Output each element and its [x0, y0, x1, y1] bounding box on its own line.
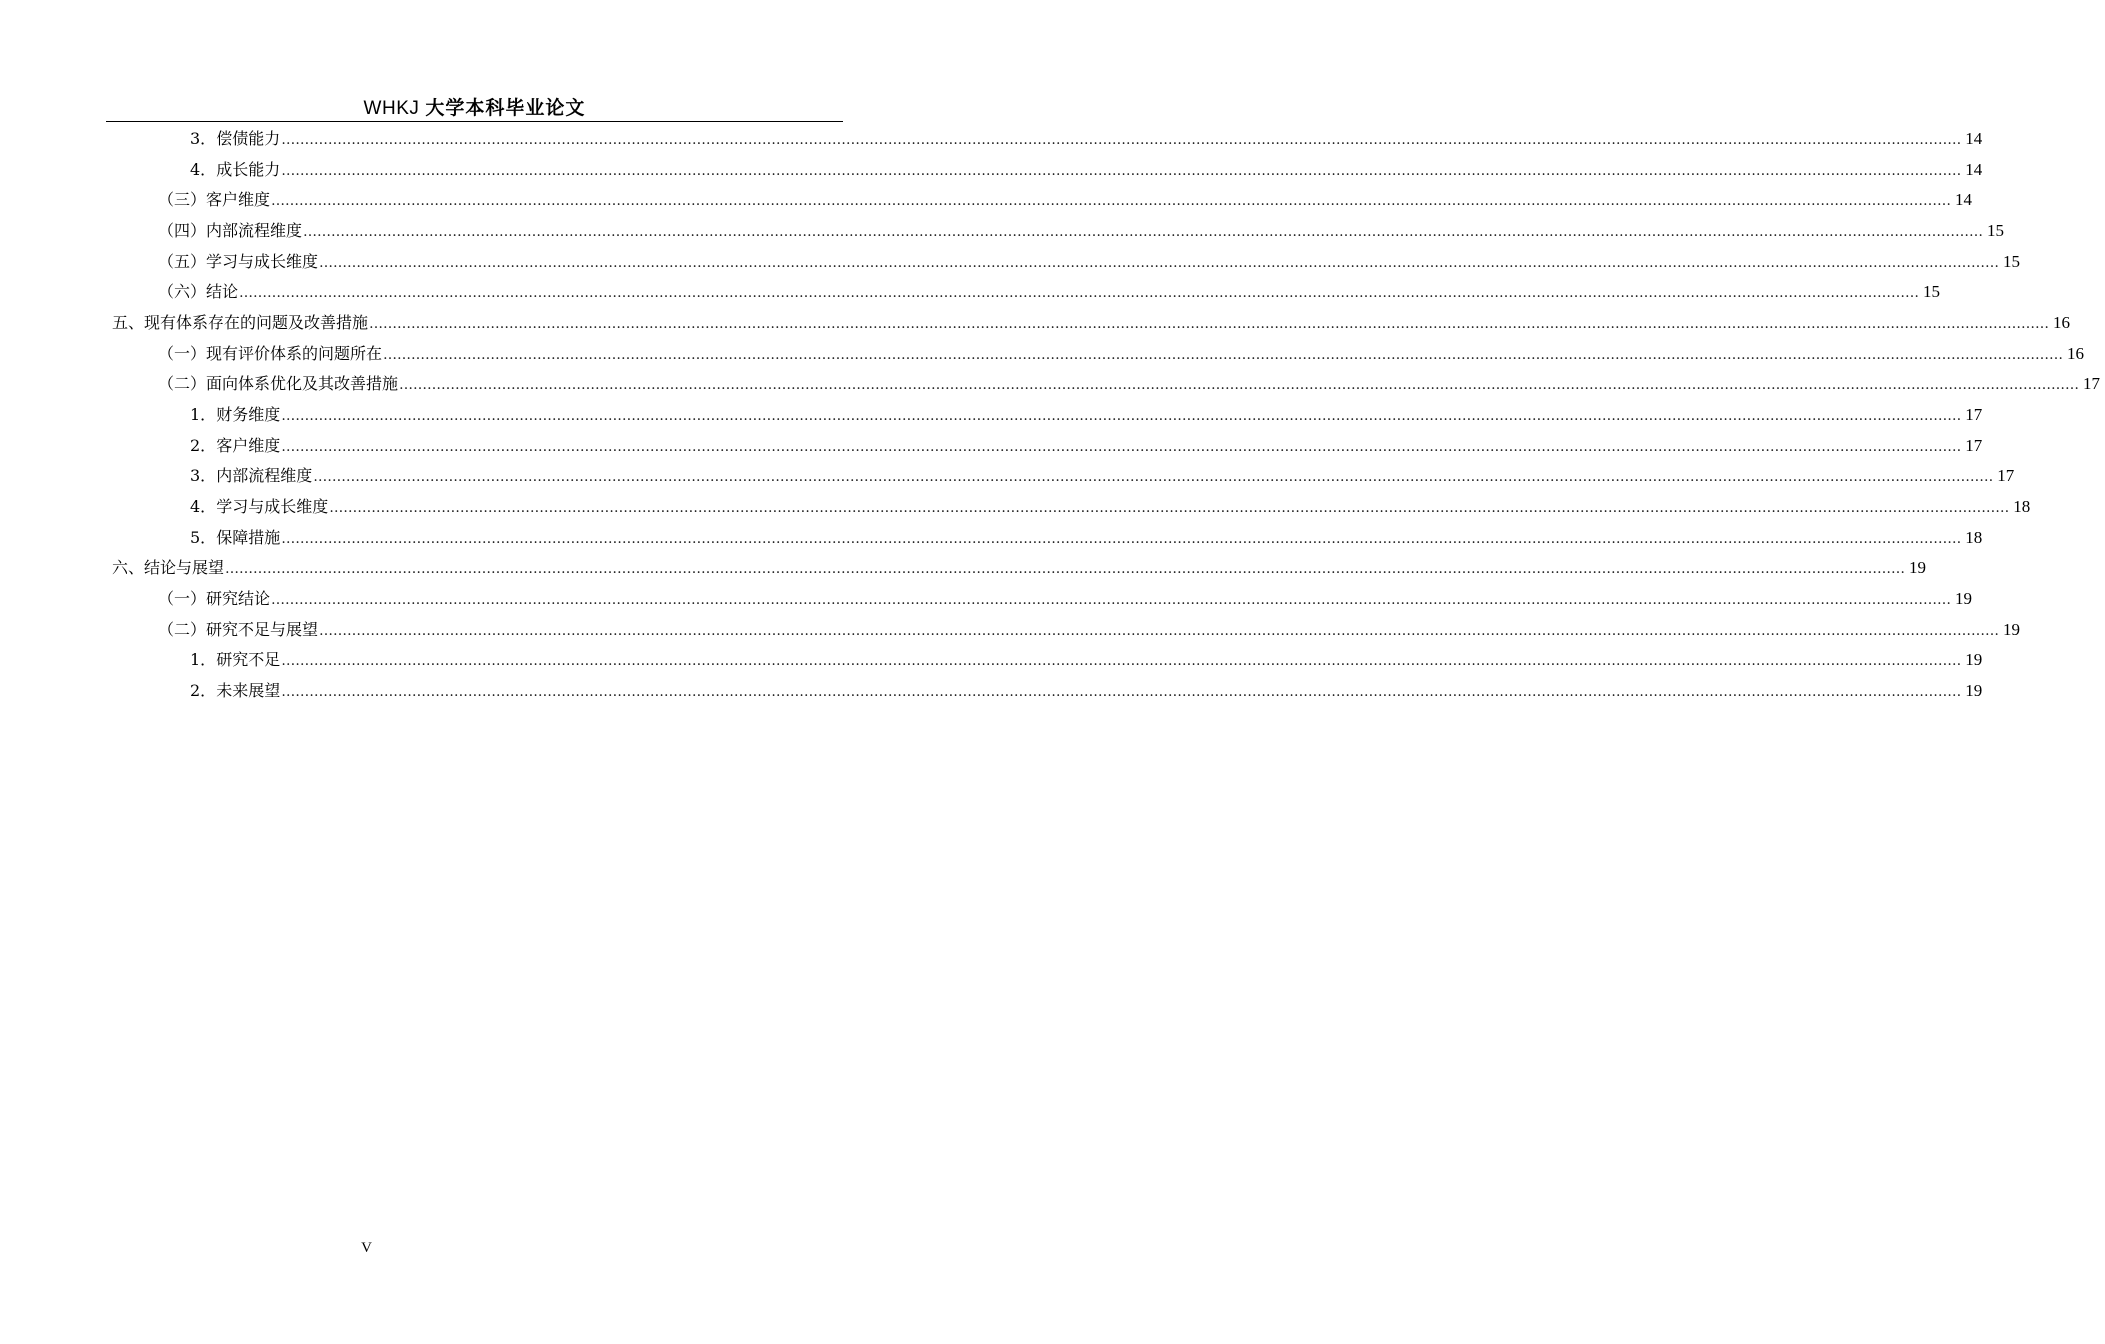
toc-dot-leader: ……………………………………………………………………………………………………………………………………………………………………………………………………………………………………………………………………………………………………………………………… — [271, 591, 1952, 608]
toc-entry-number: （五） — [158, 251, 207, 271]
toc-dot-leader: ……………………………………………………………………………………………………………………………………………………………………………………………………………………………………………………………………………………………………………………………… — [225, 561, 1906, 578]
toc-entry-number: 五、 — [112, 312, 145, 332]
toc-entry[interactable] — [106, 185, 1973, 216]
toc-entry-page: 14 — [1965, 129, 1983, 148]
toc-entry-page: 14 — [1965, 159, 1983, 179]
toc-dot-leader: ……………………………………………………………………………………………………………………………………………………………………………………………………………………………………………………………………………………………………………………………… — [281, 438, 1962, 455]
toc-entry[interactable] — [106, 308, 2071, 339]
toc-entry-number: （二） — [158, 619, 207, 639]
toc-dot-leader: ……………………………………………………………………………………………………………………………………………………………………………………………………………………………………………………………………………………………………………………………… — [281, 132, 1962, 148]
page-number: V — [361, 1240, 372, 1256]
toc-entry-title: 财务维度 — [216, 404, 281, 424]
toc-entry-title: 现有体系存在的问题及改善措施 — [144, 312, 369, 332]
toc-dot-leader: ……………………………………………………………………………………………………………………………………………………………………………………………………………………………………………………………………………………………………………………………… — [313, 469, 1994, 486]
toc-entry[interactable] — [106, 339, 2085, 370]
toc-dot-leader: ……………………………………………………………………………………………………………………………………………………………………………………………………………………………………………………………………………………………………………………………… — [369, 315, 2050, 332]
toc-entry-page: 18 — [1965, 527, 1983, 547]
toc-entry-number: 4． — [190, 159, 217, 179]
toc-entry-title: 客户维度 — [216, 435, 281, 455]
table-of-contents — [106, 124, 2101, 706]
toc-entry-number: 2． — [190, 680, 217, 700]
toc-entry-page: 19 — [2003, 619, 2021, 639]
toc-entry-number: 4． — [190, 496, 217, 516]
toc-entry-number: （二） — [158, 374, 207, 394]
toc-entry[interactable] — [106, 155, 1983, 186]
toc-entry[interactable] — [106, 553, 1927, 584]
toc-dot-leader: ……………………………………………………………………………………………………………………………………………………………………………………………………………………………………………………………………………………………………………………………… — [281, 653, 1962, 670]
toc-entry-number: （一） — [158, 588, 207, 608]
toc-entry-number: 2． — [190, 435, 217, 455]
toc-entry[interactable] — [106, 492, 2031, 523]
toc-entry-page: 15 — [1923, 282, 1941, 302]
toc-entry-page: 19 — [1909, 558, 1927, 578]
toc-entry-title: 研究不足 — [216, 650, 281, 670]
toc-dot-leader: ……………………………………………………………………………………………………………………………………………………………………………………………………………………………………………………………………………………………………………………………… — [239, 285, 1920, 302]
toc-dot-leader: ……………………………………………………………………………………………………………………………………………………………………………………………………………………………………………………………………………………………………………………………… — [383, 346, 2064, 363]
toc-entry[interactable] — [106, 400, 1983, 431]
toc-entry-title: 学习与成长维度 — [216, 496, 329, 516]
toc-entry-number: 5． — [190, 527, 217, 547]
toc-entry[interactable] — [106, 676, 1983, 707]
toc-entry-number: （四） — [158, 220, 207, 240]
toc-entry-number: 1． — [190, 404, 217, 424]
toc-entry-page: 17 — [2083, 374, 2101, 394]
toc-entry-title: 学习与成长维度 — [206, 251, 319, 271]
toc-entry-number: 3． — [190, 129, 217, 148]
page-header — [106, 94, 843, 122]
toc-entry-page: 16 — [2067, 343, 2085, 363]
toc-entry-page: 19 — [1965, 650, 1983, 670]
toc-dot-leader: ……………………………………………………………………………………………………………………………………………………………………………………………………………………………………………………………………………………………………………………………… — [399, 377, 2080, 394]
toc-dot-leader: ……………………………………………………………………………………………………………………………………………………………………………………………………………………………………………………………………………………………………………………………… — [281, 683, 1962, 700]
toc-entry-page: 15 — [1987, 220, 2005, 240]
toc-entry-title: 结论与展望 — [144, 558, 225, 578]
toc-dot-leader: ……………………………………………………………………………………………………………………………………………………………………………………………………………………………………………………………………………………………………………………………… — [303, 223, 1984, 240]
toc-dot-leader: ……………………………………………………………………………………………………………………………………………………………………………………………………………………………………………………………………………………………………………………………… — [319, 254, 2000, 271]
toc-entry-title: 内部流程维度 — [216, 466, 313, 486]
toc-entry[interactable] — [106, 431, 1983, 462]
toc-entry[interactable] — [106, 216, 2005, 247]
toc-entry-page: 17 — [1997, 466, 2015, 486]
toc-entry[interactable] — [106, 247, 2021, 278]
toc-dot-leader: ……………………………………………………………………………………………………………………………………………………………………………………………………………………………………………………………………………………………………………………………… — [281, 407, 1962, 424]
toc-entry-number: （六） — [158, 282, 207, 302]
toc-entry-title: 内部流程维度 — [206, 220, 303, 240]
toc-entry-page: 16 — [2053, 312, 2071, 332]
toc-entry-number: （三） — [158, 190, 207, 210]
toc-entry-title: 未来展望 — [216, 680, 281, 700]
toc-entry-title: 面向体系优化及其改善措施 — [206, 374, 399, 394]
toc-entry-page: 17 — [1965, 404, 1983, 424]
toc-entry-title: 成长能力 — [216, 159, 281, 179]
toc-entry-number: 六、 — [112, 558, 145, 578]
toc-entry-page: 19 — [1955, 588, 1973, 608]
toc-entry[interactable] — [106, 584, 1973, 615]
toc-dot-leader: ……………………………………………………………………………………………………………………………………………………………………………………………………………………………………………………………………………………………………………………………… — [281, 530, 1962, 547]
toc-entry[interactable] — [106, 645, 1983, 676]
header-title: 大学本科毕业论文 — [425, 97, 586, 119]
toc-entry[interactable] — [106, 277, 1941, 308]
toc-dot-leader: ……………………………………………………………………………………………………………………………………………………………………………………………………………………………………………………………………………………………………………………………… — [271, 193, 1952, 210]
toc-entry-number: 3． — [190, 466, 217, 486]
toc-dot-leader: ……………………………………………………………………………………………………………………………………………………………………………………………………………………………………………………………………………………………………………………………… — [329, 499, 2010, 516]
toc-entry[interactable] — [106, 615, 2021, 646]
toc-entry-title: 保障措施 — [216, 527, 281, 547]
toc-entry-title: 偿债能力 — [216, 129, 281, 148]
toc-entry-title: 客户维度 — [206, 190, 271, 210]
toc-dot-leader: ……………………………………………………………………………………………………………………………………………………………………………………………………………………………………………………………………………………………………………………………… — [281, 162, 1962, 179]
toc-entry-page: 15 — [2003, 251, 2021, 271]
toc-entry[interactable] — [106, 369, 2101, 400]
toc-entry-page: 17 — [1965, 435, 1983, 455]
toc-entry[interactable] — [106, 523, 1983, 554]
toc-entry-number: 1． — [190, 650, 217, 670]
toc-dot-leader: ……………………………………………………………………………………………………………………………………………………………………………………………………………………………………………………………………………………………………………………………… — [319, 622, 2000, 639]
toc-entry-page: 19 — [1965, 680, 1983, 700]
toc-entry-title: 研究不足与展望 — [206, 619, 319, 639]
toc-entry[interactable] — [106, 124, 1983, 155]
toc-entry-page: 14 — [1955, 190, 1973, 210]
toc-entry-title: 现有评价体系的问题所在 — [206, 343, 383, 363]
toc-entry[interactable] — [106, 461, 2015, 492]
header-latin: WHKJ — [363, 98, 420, 119]
toc-entry-page: 18 — [2013, 496, 2031, 516]
toc-entry-title: 研究结论 — [206, 588, 271, 608]
toc-entry-number: （一） — [158, 343, 207, 363]
toc-entry-title: 结论 — [206, 282, 239, 302]
